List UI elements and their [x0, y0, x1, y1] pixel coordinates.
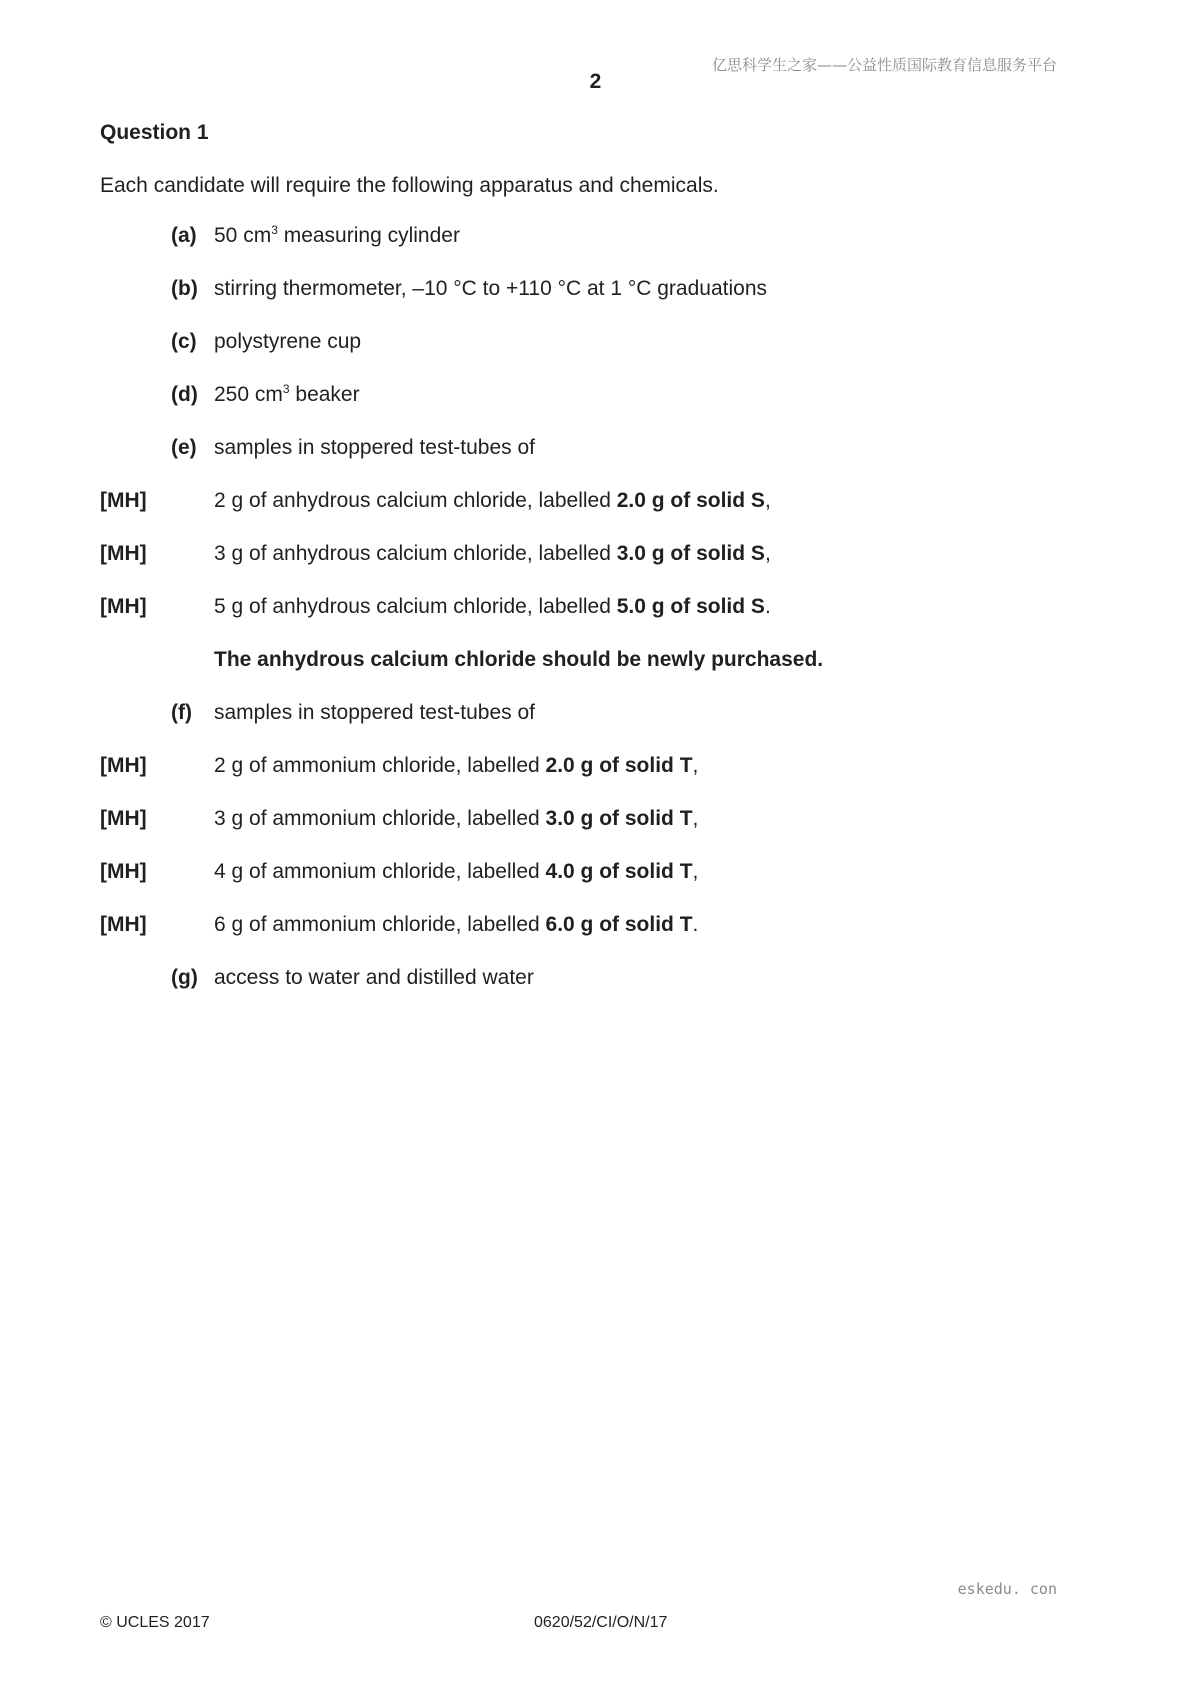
question-heading: Question 1: [100, 121, 209, 144]
item-f: [0, 701, 1191, 731]
page-number: 2: [589, 70, 602, 93]
item-label: (g): [171, 966, 198, 989]
item-a: [0, 224, 1191, 254]
sample-row-t-3: [0, 860, 1191, 890]
sample-text: 2 g of ammonium chloride, labelled 2.0 g of solid T,: [214, 754, 699, 777]
mh-marker: [MH]: [100, 754, 147, 777]
footer-paper-code: 0620/52/CI/O/N/17: [534, 1614, 668, 1631]
item-label: (b): [171, 277, 198, 300]
item-label: (f): [171, 701, 192, 724]
mh-marker: [MH]: [100, 489, 147, 512]
sample-row-t-4: [0, 913, 1191, 943]
mh-marker: [MH]: [100, 595, 147, 618]
item-text: access to water and distilled water: [214, 966, 534, 989]
item-text: samples in stoppered test-tubes of: [214, 701, 536, 724]
footer-copyright: © UCLES 2017: [100, 1614, 210, 1631]
note-text: The anhydrous calcium chloride should be newly purchased.: [214, 648, 824, 671]
mh-marker: [MH]: [100, 542, 147, 565]
mh-marker: [MH]: [100, 807, 147, 830]
item-g: [0, 966, 1191, 996]
sample-text: 3 g of anhydrous calcium chloride, labelled 3.0 g of solid S,: [214, 542, 771, 565]
sample-text: 2 g of anhydrous calcium chloride, labelled 2.0 g of solid S,: [214, 489, 771, 512]
sample-text: 4 g of ammonium chloride, labelled 4.0 g of solid T,: [214, 860, 699, 883]
item-text: stirring thermometer, –10 °C to +110 °C at 1 °C graduations: [214, 277, 767, 300]
superscript: 3: [282, 382, 290, 396]
intro-text: Each candidate will require the following apparatus and chemicals.: [100, 174, 719, 197]
watermark-footer: eskedu. con: [957, 1580, 1057, 1598]
superscript: 3: [271, 223, 278, 237]
sample-text: 6 g of ammonium chloride, labelled 6.0 g of solid T.: [214, 913, 699, 936]
item-e: [0, 436, 1191, 466]
mh-marker: [MH]: [100, 860, 147, 883]
watermark-header: 亿思科学生之家——公益性质国际教育信息服务平台: [711, 56, 1057, 74]
item-text: polystyrene cup: [214, 330, 362, 353]
sample-row-s-1: [0, 489, 1191, 519]
sample-row-s-3: [0, 595, 1191, 625]
item-text: 250 $cm^3$ beaker: [214, 382, 360, 406]
item-text: 50 $cm^3$ measuring cylinder: [214, 223, 460, 247]
sample-text: 5 g of anhydrous calcium chloride, labelled 5.0 g of solid S.: [214, 595, 771, 618]
item-label: (a): [171, 224, 197, 247]
sample-text: 3 g of ammonium chloride, labelled 3.0 g of solid T,: [214, 807, 699, 830]
item-b: [0, 277, 1191, 307]
item-d: [0, 383, 1191, 413]
sample-row-s-2: [0, 542, 1191, 572]
item-label: (c): [171, 330, 197, 353]
note-s: [0, 648, 1191, 678]
item-text: samples in stoppered test-tubes of: [214, 436, 536, 459]
sample-row-t-1: [0, 754, 1191, 784]
item-c: [0, 330, 1191, 360]
sample-row-t-2: [0, 807, 1191, 837]
mh-marker: [MH]: [100, 913, 147, 936]
item-label: (d): [171, 383, 198, 406]
item-label: (e): [171, 436, 197, 459]
